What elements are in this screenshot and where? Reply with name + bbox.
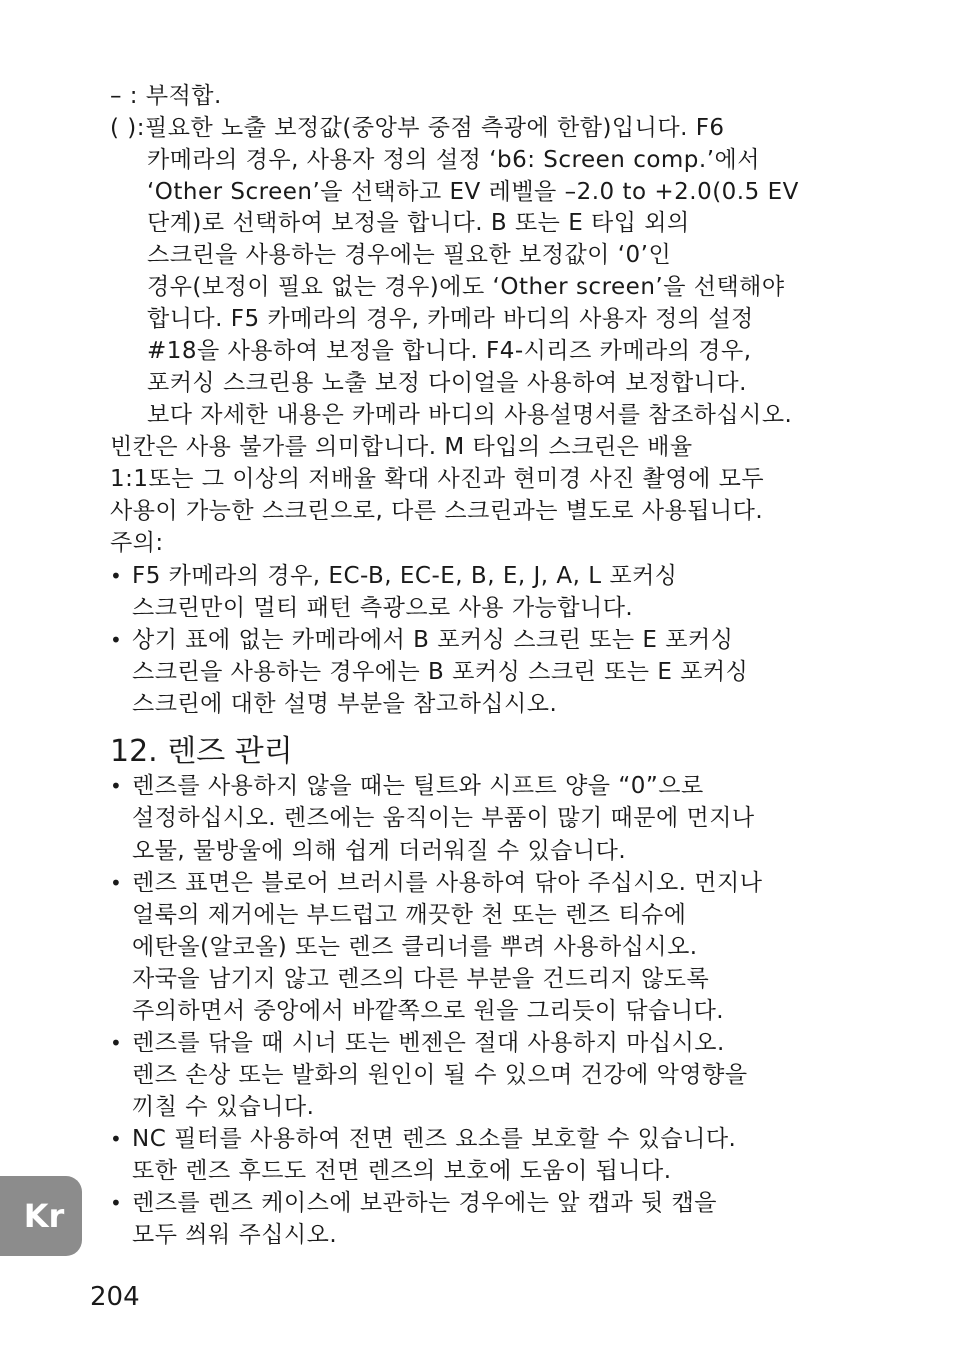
section-heading: 12. 렌즈 관리 bbox=[110, 734, 293, 769]
section-item-line: NC 필터를 사용하여 전면 렌즈 요소를 보호할 수 있습니다. bbox=[132, 1126, 737, 1152]
section-item-line: 렌즈를 닦을 때 시너 또는 벤젠은 절대 사용하지 마십시오. bbox=[132, 1030, 725, 1056]
legend-paren-line: 단계)로 선택하여 보정을 합니다. B 또는 E 타입 외의 bbox=[147, 210, 690, 236]
section-item-line: 렌즈를 사용하지 않을 때는 틸트와 시프트 양을 “0”으로 bbox=[132, 773, 704, 799]
note-line: 스크린을 사용하는 경우에는 B 포커싱 스크린 또는 E 포커싱 bbox=[132, 659, 749, 685]
legend-paren-line: ( ):필요한 노출 보정값(중앙부 중점 측광에 한함)입니다. F6 bbox=[110, 115, 725, 141]
bullet-icon: • bbox=[110, 1191, 122, 1215]
note-line: 스크린만이 멀티 패턴 측광으로 사용 가능합니다. bbox=[132, 595, 634, 621]
bullet-icon: • bbox=[110, 774, 122, 798]
legend-blank-line: 1:1또는 그 이상의 저배율 확대 사진과 현미경 사진 촬영에 모두 bbox=[110, 466, 765, 492]
section-item-line: 끼칠 수 있습니다. bbox=[132, 1094, 315, 1120]
section-item-line: 자국을 남기지 않고 렌즈의 다른 부분을 건드리지 않도록 bbox=[132, 966, 710, 992]
legend-paren-line: ‘Other Screen’을 선택하고 EV 레벨을 –2.0 to +2.0(0.5 EV bbox=[147, 179, 799, 205]
note-line: F5 카메라의 경우, EC-B, EC-E, B, E, J, A, L 포커싱 bbox=[132, 563, 678, 589]
section-item-line: 얼룩의 제거에는 부드럽고 깨끗한 천 또는 렌즈 티슈에 bbox=[132, 902, 687, 928]
note-line: 스크린에 대한 설명 부분을 참고하십시오. bbox=[132, 691, 558, 717]
section-item-line: 또한 렌즈 후드도 전면 렌즈의 보호에 도움이 됩니다. bbox=[132, 1158, 672, 1184]
section-item-line: 설정하십시오. 렌즈에는 움직이는 부품이 많기 때문에 먼지나 bbox=[132, 805, 755, 831]
legend-paren-line: #18을 사용하여 보정을 합니다. F4-시리즈 카메라의 경우, bbox=[147, 338, 752, 364]
legend-paren-line: 카메라의 경우, 사용자 정의 설정 ‘b6: Screen comp.’에서 bbox=[147, 147, 760, 173]
legend-blank-line: 빈칸은 사용 불가를 의미합니다. M 타입의 스크린은 배율 bbox=[110, 434, 693, 460]
section-item-line: 렌즈 표면은 블로어 브러시를 사용하여 닦아 주십시오. 먼지나 bbox=[132, 870, 763, 896]
section-item-line: 에탄올(알코올) 또는 렌즈 클리너를 뿌려 사용하십시오. bbox=[132, 934, 698, 960]
bullet-icon: • bbox=[110, 1031, 122, 1055]
page-number: 204 bbox=[90, 1282, 140, 1312]
legend-paren-line: 합니다. F5 카메라의 경우, 카메라 바디의 사용자 정의 설정 bbox=[147, 306, 754, 332]
legend-paren-line: 경우(보정이 필요 없는 경우)에도 ‘Other screen’을 선택해야 bbox=[147, 274, 785, 300]
bullet-icon: • bbox=[110, 871, 122, 895]
legend-blank-line: 사용이 가능한 스크린으로, 다른 스크린과는 별도로 사용됩니다. bbox=[110, 498, 764, 524]
language-tab: Kr bbox=[0, 1176, 82, 1256]
legend-dash-line: – : 부적합. bbox=[110, 83, 222, 109]
notes-title: 주의: bbox=[110, 530, 164, 556]
bullet-icon: • bbox=[110, 564, 122, 588]
bullet-icon: • bbox=[110, 628, 122, 652]
legend-paren-line: 스크린을 사용하는 경우에는 필요한 보정값이 ‘0’인 bbox=[147, 242, 672, 268]
note-line: 상기 표에 없는 카메라에서 B 포커싱 스크린 또는 E 포커싱 bbox=[132, 627, 734, 653]
legend-paren-line: 포커싱 스크린용 노출 보정 다이얼을 사용하여 보정합니다. bbox=[147, 370, 747, 396]
section-item-line: 오물, 물방울에 의해 쉽게 더러워질 수 있습니다. bbox=[132, 838, 627, 864]
legend-paren-line: 보다 자세한 내용은 카메라 바디의 사용설명서를 참조하십시오. bbox=[147, 402, 793, 428]
section-item-line: 모두 씌워 주십시오. bbox=[132, 1222, 338, 1248]
section-item-line: 렌즈를 렌즈 케이스에 보관하는 경우에는 앞 캡과 뒷 캡을 bbox=[132, 1190, 718, 1216]
bullet-icon: • bbox=[110, 1127, 122, 1151]
section-item-line: 렌즈 손상 또는 발화의 원인이 될 수 있으며 건강에 악영향을 bbox=[132, 1062, 748, 1088]
section-item-line: 주의하면서 중앙에서 바깥쪽으로 원을 그리듯이 닦습니다. bbox=[132, 998, 725, 1024]
